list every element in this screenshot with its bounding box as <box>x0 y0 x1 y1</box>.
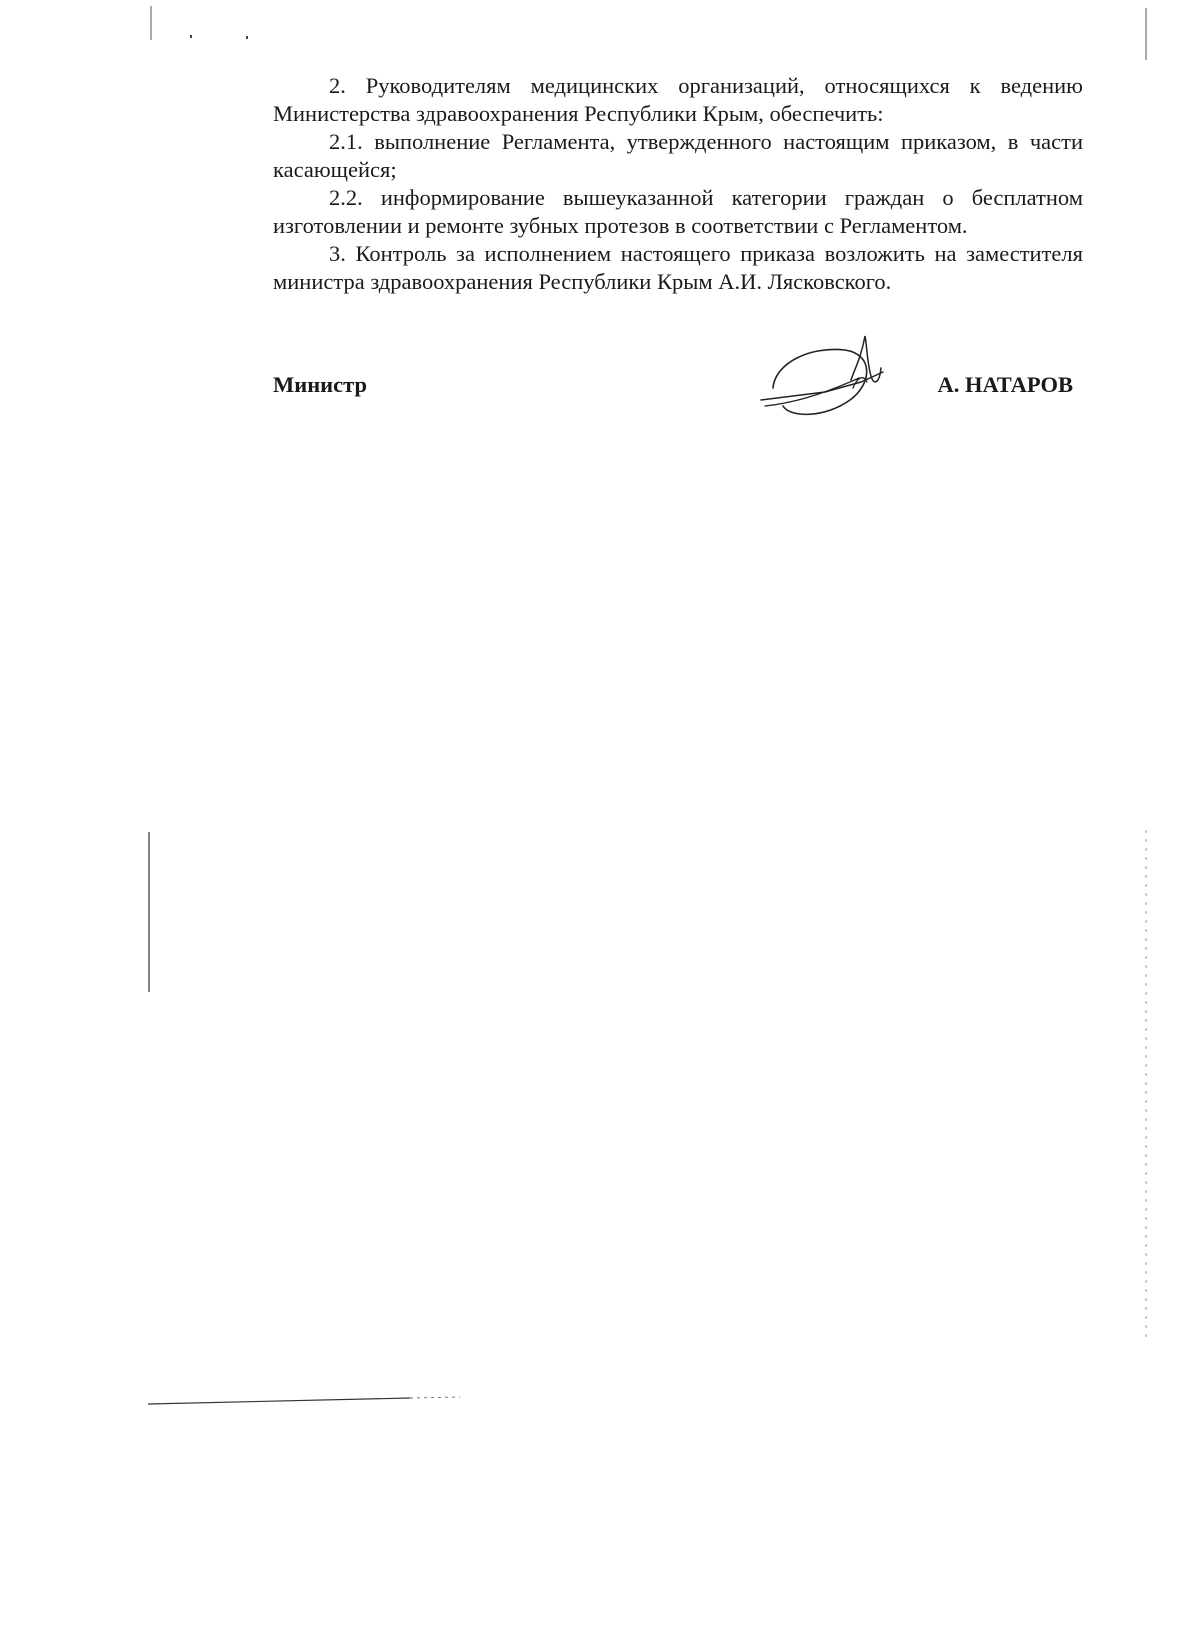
document-body <box>273 72 1083 296</box>
paragraph: 2.1. выполнение Регламента, утвержденного настоящим приказом, в части касающейся; <box>273 129 1083 182</box>
paragraph: 2. Руководителям медицинских организаций, относящихся к ведению Министерства здравоохранения Республики Крым, обеспечить: <box>273 73 1083 126</box>
paragraph: 2.2. информирование вышеуказанной категории граждан о бесплатном изготовлении и ремонте зубных протезов в соответствии с Регламентом. <box>273 185 1083 238</box>
handwritten-signature-icon <box>755 328 905 428</box>
signatory-name: А. НАТАРОВ <box>937 372 1073 397</box>
paragraph: 3. Контроль за исполнением настоящего приказа возложить на заместителя министра здравоохранения Республики Крым А.И. Лясковского. <box>273 241 1083 294</box>
signatory-title: Министр <box>273 372 367 397</box>
signature-block <box>273 368 1073 408</box>
